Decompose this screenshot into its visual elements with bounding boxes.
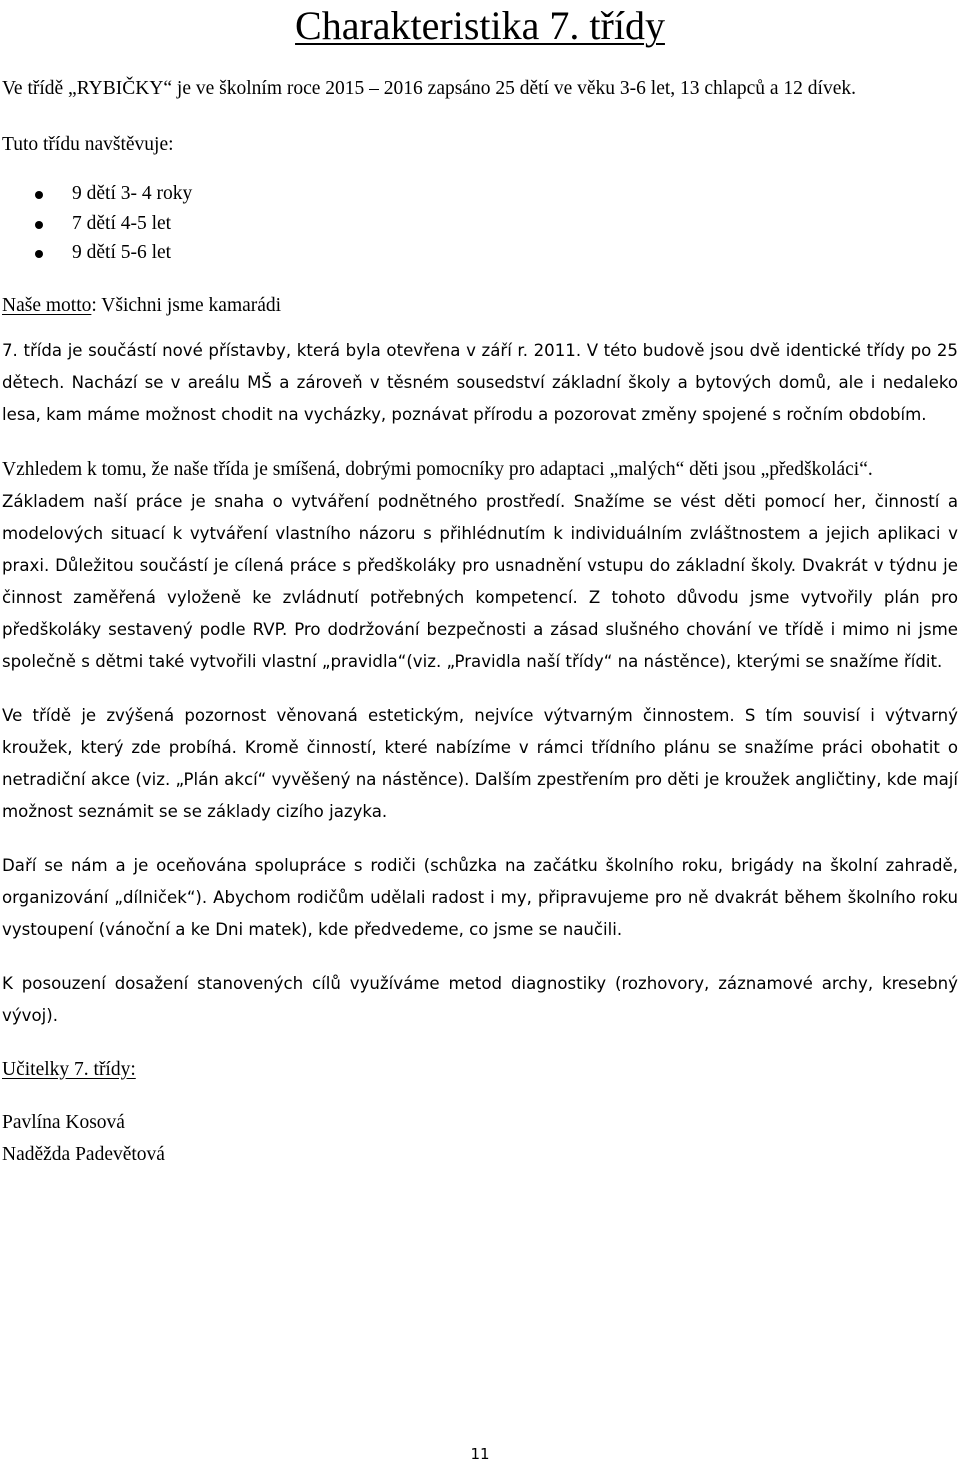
- motto-text: Všichni jsme kamarádi: [96, 294, 282, 316]
- bullet-icon: [35, 250, 43, 258]
- motto-label: Naše motto: [2, 294, 92, 316]
- building-paragraph: [2, 335, 958, 431]
- teacher-name: Pavlína Kosová: [2, 1111, 125, 1133]
- approach-paragraph: Základem naší práce je snaha o vytváření podnětného prostředí. Snažíme se vést děti pomocí her, činností a modelových situací k vytváření vlastního názoru s přihlédnutím k individuálním zvláštnostem a jejich aplikaci v praxi. Důležitou součástí je cílená práce s předškoláky pro usnadnění vstupu do základní školy. Dvakrát v týdnu je činnost zaměřená vyloženě ke zvládnutí potřebných kompetencí. Z tohoto důvodu jsme vytvořily plán pro předškoláky sestavený podle RVP. Pro dodržování bezpečnosti a zásad slušného chování ve třídě i mimo ni jsme společně s dětmi také vytvořili vlastní „pravidla“(viz. „Pravidla naší třídy“ na nástěnce), kterými se snažíme řídit.: [2, 491, 958, 671]
- motto-separator: :: [91, 294, 97, 316]
- teachers-heading: [2, 1054, 958, 1086]
- teachers-label: Učitelky 7. třídy:: [2, 1058, 136, 1080]
- list-item: 9 dětí 5-6 let: [2, 238, 958, 268]
- motto-line: [2, 290, 958, 322]
- adaptation-paragraph: Vzhledem k tomu, že naše třída je smíšená, dobrými pomocníky pro adaptaci „malých“ děti jsou „předškoláci“.: [2, 458, 873, 480]
- parents-paragraph: Daří se nám a je oceňována spolupráce s rodiči (schůzka na začátku školního roku, brigády na školní zahradě, organizování „dílniček“). Abychom rodičům udělali radost i my, připravujeme pro ně dvakrát během školního roku vystoupení (vánoční a ke Dni matek), kde předvedeme, co jsme se naučili.: [2, 855, 958, 939]
- bullet-icon: [35, 221, 43, 229]
- building-text-1: 7. třída je součástí nové přístavby, která byla otevřena v září r. 2011: [2, 340, 576, 360]
- teacher-name: Naděžda Padevětová: [2, 1143, 165, 1165]
- page-title: Charakteristika 7. třídy: [295, 3, 665, 48]
- page-number: 11: [470, 1445, 490, 1463]
- art-paragraph: Ve třídě je zvýšená pozornost věnovaná estetickým, nejvíce výtvarným činnostem. S tím souvisí i výtvarný kroužek, který zde probíhá. Kromě činností, které nabízíme v rámci třídního plánu se snažíme práci obohatit o netradiční akce (viz. „Plán akcí“ vyvěšený na nástěnce). Dalším zpestřením pro děti je kroužek angličtiny, kde mají možnost seznámit se se základy cizího jazyka.: [2, 705, 958, 821]
- document-page: [2, 0, 958, 1171]
- location-text: Nachází se v areálu MŠ a zároveň v těsném sousedství základní školy a bytových domů, ale i nedaleko lesa, kam máme možnost chodit na vycházky, poznávat přírodu a pozorovat změny spojené s ročním obdobím.: [2, 372, 958, 424]
- list-item: 9 dětí 3- 4 roky: [2, 179, 958, 209]
- bullet-icon: [35, 191, 43, 199]
- attendance-label: Tuto třídu navštěvuje:: [2, 134, 174, 155]
- list-item: 7 dětí 4-5 let: [2, 209, 958, 239]
- diagnostics-paragraph: K posouzení dosažení stanovených cílů využíváme metod diagnostiky (rozhovory, záznamové archy, kresebný vývoj).: [2, 973, 958, 1025]
- attendance-list: [2, 179, 958, 268]
- intro-paragraph: Ve třídě „RYBIČKY“ je ve školním roce 2015 – 2016 zapsáno 25 dětí ve věku 3-6 let, 13 chlapců a 12 dívek.: [2, 78, 857, 99]
- building-text-2: . V této budově jsou dvě identické třídy po 25 dětech.: [2, 340, 958, 392]
